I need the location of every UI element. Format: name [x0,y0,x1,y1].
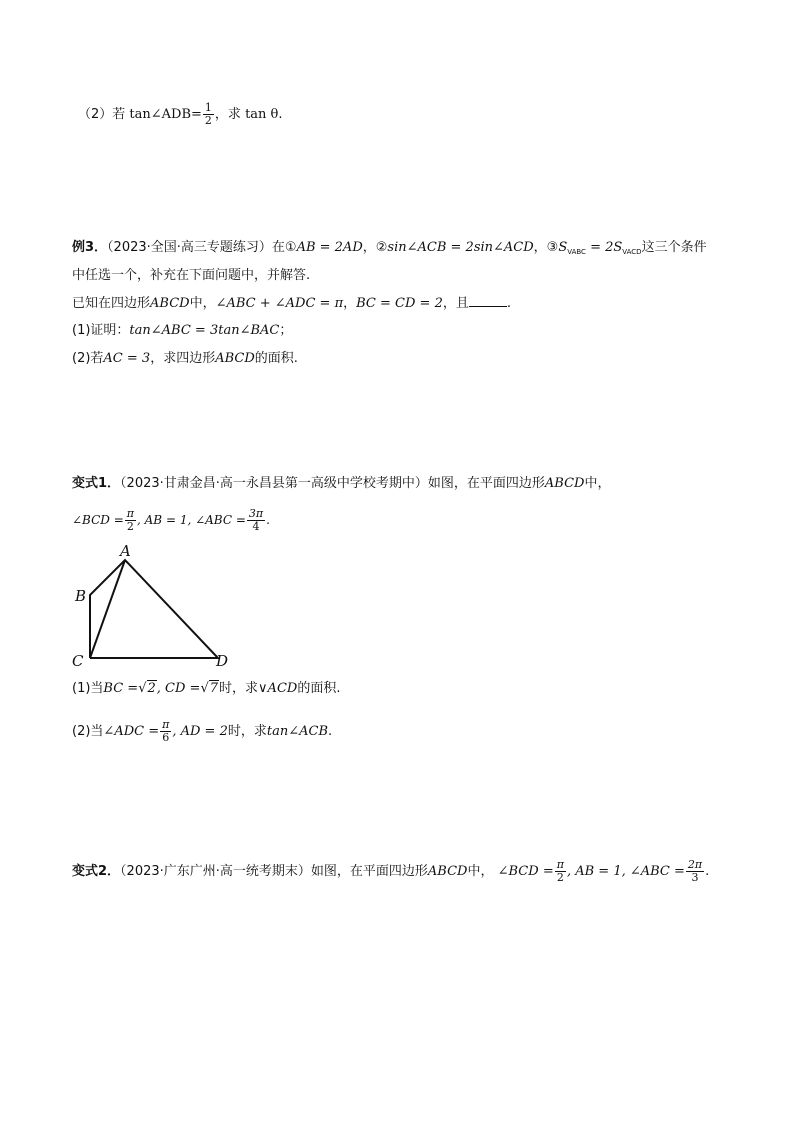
fraction [125,508,136,533]
given-ab-abc: , AB = 1, ∠ABC = [566,864,685,879]
example3-text: 中， [189,296,216,311]
sqrt-7: √7 [200,681,219,696]
q1-cd: , CD = [156,681,201,696]
q1-label: (1)证明： [72,323,130,338]
fraction-numerator: 2π [687,858,703,871]
q2-label: (2)若 [72,351,104,366]
period: . [278,107,283,122]
q1-label: (1)当 [72,681,104,696]
q1-text: 的面积. [297,681,341,696]
part2-fraction [203,102,214,127]
example3-q1 [72,321,292,341]
q2-text: ，求四边形 [150,351,216,366]
separator: ，② [362,240,388,255]
given-ab-abc: , AB = 1, ∠ABC = [137,513,246,527]
variant1-q1 [72,679,340,699]
quad-name: ABCD [215,351,255,366]
fraction-numerator: π [162,718,170,731]
condition1: AB = 2AD [296,240,363,255]
fraction-denominator: 2 [556,871,564,884]
example3-text: 这三个条件 [641,240,707,255]
q2-condition: AC = 3 [103,351,151,366]
condition2: sin∠ACB = 2sin∠ACD [387,240,534,255]
q2-angle: ∠ADC = [103,724,160,739]
q2-label: (2)当 [72,724,104,739]
fraction-numerator: 3π [248,507,264,520]
fraction [555,859,566,884]
side-equality: BC = CD = 2 [356,296,443,311]
example3-text: ，且 [442,296,469,311]
given-angle-bcd: ∠BCD = [497,864,554,879]
q2-tan: tan∠ACB [266,724,329,739]
separator: ， [343,296,357,311]
vertex-label-c: C [72,652,84,670]
variant1-line1 [72,474,610,494]
period: . [328,724,333,739]
condition3-s: S [558,240,568,255]
subscript: VACD [622,248,642,256]
figure-edges [90,560,218,658]
example3-text: 中任选一个，补充在下面问题中，并解答. [72,268,311,283]
fraction [247,508,265,533]
vertex-label-a: A [120,542,131,560]
quad-name: ABCD [150,296,190,311]
period: . [506,296,511,311]
q1-bc: BC = [103,681,139,696]
given-angle-bcd: ∠BCD = [72,513,124,527]
example3-line3 [72,294,511,314]
fraction-denominator: 2 [204,114,212,127]
part2-tan-theta: tan θ [245,107,279,122]
subscript: VABC [567,248,586,256]
fraction-numerator: π [556,858,564,871]
q2-text: 时，求 [227,724,267,739]
variant1-q2 [72,719,332,744]
q1-text: 时，求 [219,681,259,696]
example3-q2 [72,349,298,369]
q1-formula: tan∠ABC = 3tan∠BAC [129,323,280,338]
part2-question [78,102,283,127]
q2-ad: , AD = 2 [172,724,228,739]
variant1-source: （2023·甘肃金昌·高一永昌县第一高级中学校考期中）如图，在平面四边形 [120,476,545,491]
fraction-denominator: 6 [162,731,170,744]
variant2-title: 变式2． [72,864,121,879]
fraction-denominator: 2 [126,520,134,533]
quad-name: ABCD [544,476,585,491]
part2-text: ，求 [214,107,241,122]
variant2-text: 中， [467,864,494,879]
angle-sum: ∠ABC + ∠ADC = π [215,296,344,311]
q2-text: 的面积. [254,351,298,366]
fraction [160,719,171,744]
radicand: 7 [209,681,219,696]
fraction-denominator: 3 [691,871,699,884]
period: . [705,864,710,879]
fraction-numerator: π [126,507,135,520]
example3-line1 [72,238,707,262]
example3-source: （2023·全国·高三专题练习）在① [107,240,297,255]
variant2-source: （2023·广东广州·高一统考期末）如图，在平面四边形 [120,864,428,879]
period: . [266,513,270,527]
figure-diagonal-ac [90,560,125,658]
variant1-givens [72,508,270,533]
part2-label: （2）若 [78,107,126,122]
condition3-eq: = 2S [590,240,623,255]
quadrilateral-figure [70,540,240,672]
variant1-title: 变式1． [72,476,121,491]
q1-end: ； [279,323,293,338]
fraction [686,859,704,884]
variant2-line1 [72,859,709,884]
sqrt-2: √2 [138,681,156,696]
example3-line2 [72,266,310,286]
separator: ，③ [533,240,559,255]
fraction-numerator: 1 [204,101,212,114]
example3-text: 已知在四边形 [72,296,151,311]
variant1-text: 中， [584,476,611,491]
example3-title: 例3． [72,240,108,255]
fraction-denominator: 4 [252,520,260,533]
part2-formula: tan∠ADB= [129,107,202,122]
vertex-label-b: B [75,587,87,605]
quad-name: ABCD [427,864,468,879]
radicand: 2 [147,681,156,696]
vertex-label-d: D [216,652,229,670]
fill-in-blank [469,294,507,307]
triangle-acd: ∨ACD [258,681,298,696]
